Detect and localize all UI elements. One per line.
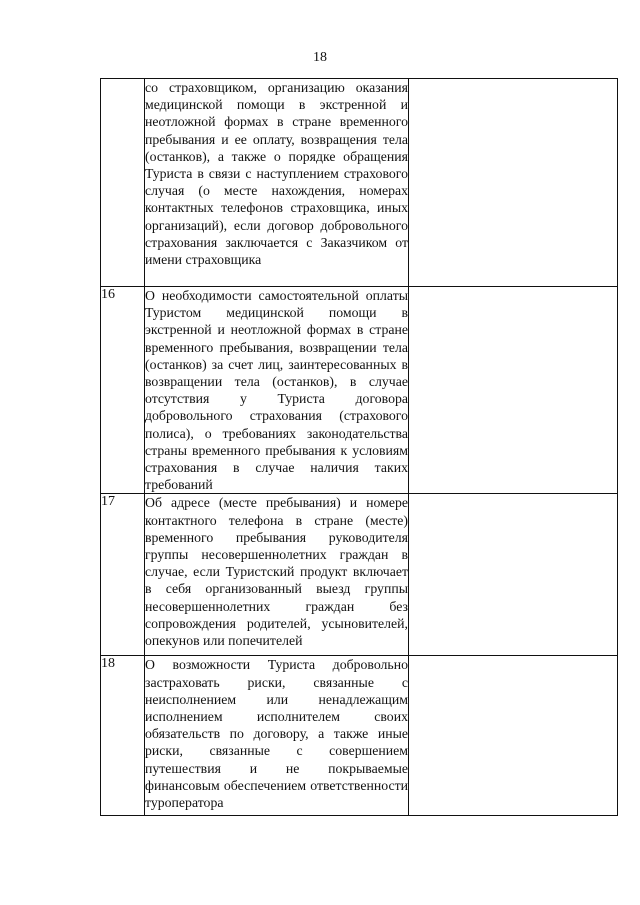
row-blank-cell: [409, 287, 618, 494]
row-number-cell: 16: [101, 287, 145, 494]
row-blank-cell: [409, 79, 618, 287]
info-table: [100, 78, 618, 816]
table-row: [101, 494, 618, 656]
table-row: [101, 79, 618, 287]
table-row: [101, 287, 618, 494]
table-row: [101, 656, 618, 816]
row-text-cell: со страховщиком, организацию оказания медицинской помощи в экстренной и неотложной формах в стране временного пребывания и ее оплату, возвращения тела (останков), а также о порядке обращения Туриста в связи с наступлением страхового случая (о месте нахождения, номерах контактных телефонов страховщика, иных организаций), если договор добровольного страхования заключается с Заказчиком от имени страховщика: [145, 79, 409, 287]
row-text-cell: Об адресе (месте пребывания) и номере контактного телефона в стране (месте) временного пребывания руководителя группы несовершеннолетних граждан в случае, если Туристский продукт включает в себя организованный выезд группы несовершеннолетних граждан без сопровождения родителей, усыновителей, опекунов или попечителей: [145, 494, 409, 656]
row-number-cell: [101, 79, 145, 287]
row-number-cell: 18: [101, 656, 145, 816]
page-number: 18: [313, 50, 327, 65]
row-text-cell: О возможности Туриста добровольно застраховать риски, связанные с неисполнением или ненадлежащим исполнением исполнителем своих обязательств по договору, а также иные риски, связанные с совершением путешествия и не покрываемые финансовым обеспечением ответственности туроператора: [145, 656, 409, 816]
row-number-cell: 17: [101, 494, 145, 656]
row-blank-cell: [409, 494, 618, 656]
row-text-cell: О необходимости самостоятельной оплаты Туристом медицинской помощи в экстренной и неотложной формах в стране временного пребывания, возвращении тела (останков) за счет лиц, заинтересованных в возвращении тела (останков), в случае отсутствия у Туриста договора добровольного страхования (страхового полиса), о требованиях законодательства страны временного пребывания к условиям страхования в случае наличия таких требований: [145, 288, 408, 493]
row-blank-cell: [409, 656, 618, 816]
